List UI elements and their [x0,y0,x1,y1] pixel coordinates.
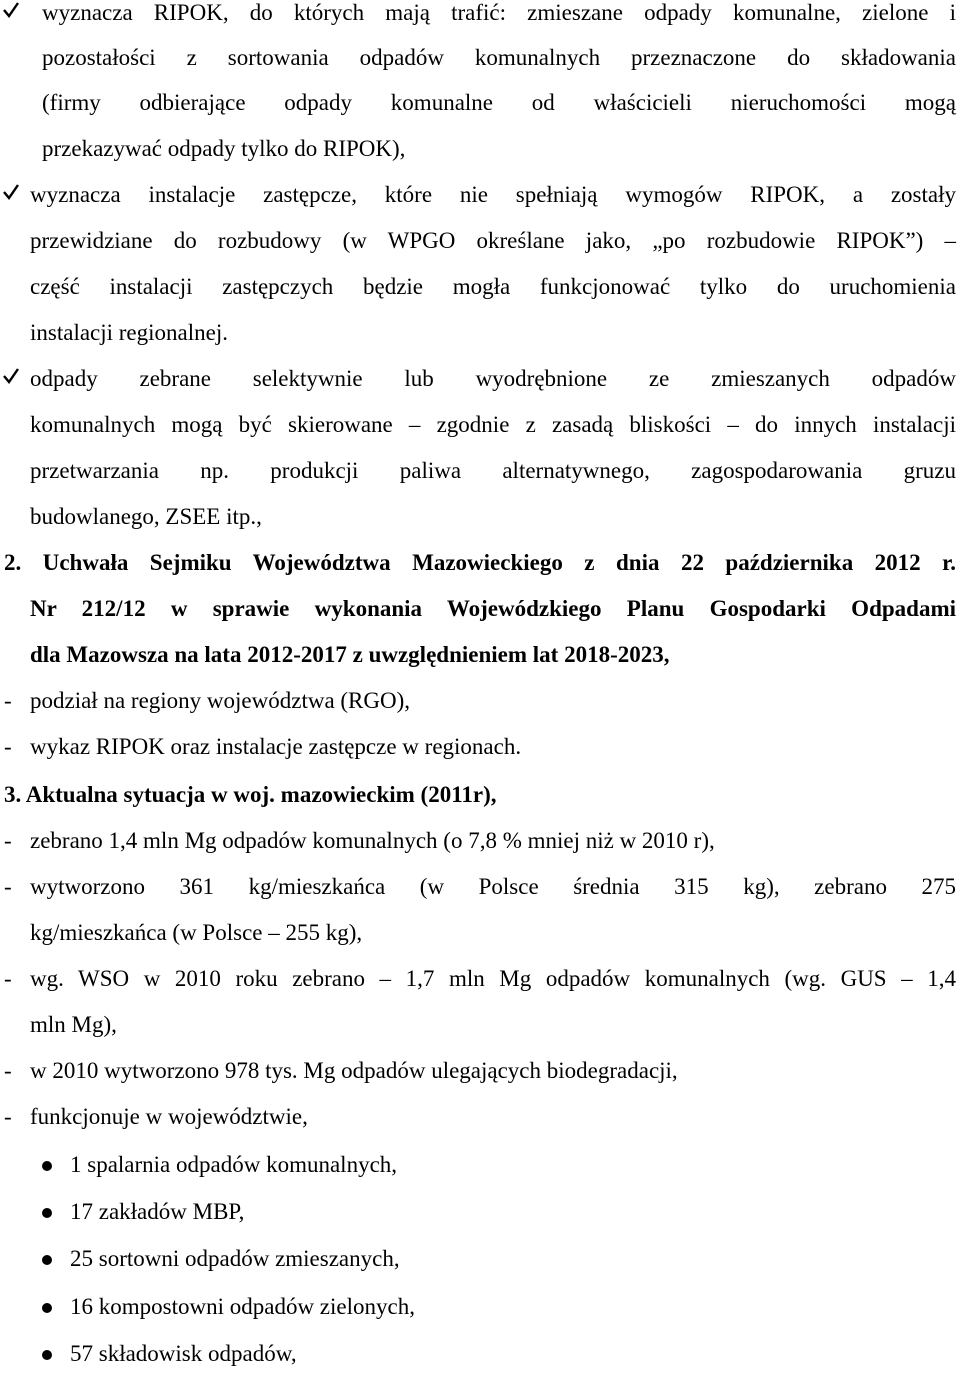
checklist-item-line: instalacji regionalnej. [30,320,228,345]
dash-item-line: funkcjonuje w województwie, [30,1104,308,1129]
checklist-item-1 [0,0,960,36]
checkmark-icon [0,356,26,402]
bullet-icon [42,1303,52,1313]
checklist-item-line: pozostałości z sortowania odpadów komunalnych przeznaczone do składowania [42,45,956,70]
checklist-item-line: część instalacji zastępczych będzie mogła funkcjonować tylko do uruchomienia [30,274,956,299]
bullet-icon [42,1255,52,1265]
checkmark-icon [0,0,26,36]
dash-item-line: wytworzono 361 kg/mieszkańca (w Polsce średnia 315 kg), zebrano 275 [30,874,956,899]
dash-item [0,818,960,864]
checklist-item-line: wyznacza instalacje zastępcze, które nie spełniają wymogów RIPOK, a zostały [30,182,956,207]
dash-item-line: wg. WSO w 2010 roku zebrano – 1,7 mln Mg odpadów komunalnych (wg. GUS – 1,4 [30,966,956,991]
section-heading-3 [0,772,960,818]
heading-line: dla Mazowsza na lata 2012-2017 z uwzględnieniem lat 2018-2023, [30,642,670,667]
dash-item [0,956,960,1002]
checklist-item-2 [0,172,960,218]
dash-marker: - [4,1104,12,1129]
dash-item-line: wykaz RIPOK oraz instalacje zastępcze w regionach. [30,734,522,759]
checkmark-icon [0,172,26,218]
checklist-item-line: (firmy odbierające odpady komunalne od właścicieli nieruchomości mogą [42,90,956,115]
dash-item [0,1048,960,1094]
heading-line: 3. Aktualna sytuacja w woj. mazowieckim (2011r), [4,782,497,807]
bullet-item [0,1331,960,1377]
checklist-item-line: przewidziane do rozbudowy (w WPGO określane jako, „po rozbudowie RIPOK”) – [30,228,956,253]
bullet-icon [42,1161,52,1171]
dash-marker: - [4,688,12,713]
dash-marker: - [4,1058,12,1083]
dash-marker: - [4,874,12,899]
dash-item [0,724,960,770]
bullet-item [0,1284,960,1330]
bullet-item [0,1189,960,1235]
heading-line: Nr 212/12 w sprawie wykonania Wojewódzkiego Planu Gospodarki Odpadami [30,596,956,621]
dash-item-line: podział na regiony województwa (RGO), [30,688,411,713]
dash-item [0,678,960,724]
section-heading-2 [0,540,960,586]
dash-item-line: mln Mg), [30,1012,117,1037]
checklist-item-3 [0,356,960,402]
bullet-icon [42,1350,52,1360]
checklist-item-line: przekazywać odpady tylko do RIPOK), [42,136,406,161]
heading-line: 2. Uchwała Sejmiku Województwa Mazowieckiego z dnia 22 października 2012 r. [4,550,956,575]
dash-item-line: w 2010 wytworzono 978 tys. Mg odpadów ulegających biodegradacji, [30,1058,678,1083]
dash-marker: - [4,828,12,853]
dash-item-line: zebrano 1,4 mln Mg odpadów komunalnych (o 7,8 % mniej niż w 2010 r), [30,828,715,853]
checklist-item-line: odpady zebrane selektywnie lub wyodrębnione ze zmieszanych odpadów [30,366,956,391]
dash-marker: - [4,966,12,991]
checklist-item-line: budowlanego, ZSEE itp., [30,504,262,529]
dash-marker: - [4,734,12,759]
bullet-item-line: 1 spalarnia odpadów komunalnych, [70,1152,398,1177]
checklist-item-line: wyznacza RIPOK, do których mają trafić: zmieszane odpady komunalne, zielone i [42,0,956,25]
dash-item-line: kg/mieszkańca (w Polsce – 255 kg), [30,920,363,945]
bullet-item [0,1142,960,1188]
bullet-item-line: 57 składowisk odpadów, [70,1341,297,1366]
bullet-item-line: 16 kompostowni odpadów zielonych, [70,1294,415,1319]
bullet-item [0,1236,960,1282]
dash-item [0,864,960,910]
dash-item [0,1094,960,1140]
bullet-icon [42,1208,52,1218]
bullet-item-line: 25 sortowni odpadów zmieszanych, [70,1246,400,1271]
checklist-item-line: przetwarzania np. produkcji paliwa alternatywnego, zagospodarowania gruzu [30,458,956,483]
checklist-item-line: komunalnych mogą być skierowane – zgodnie z zasadą bliskości – do innych instalacji [30,412,956,437]
bullet-item-line: 17 zakładów MBP, [70,1199,245,1224]
